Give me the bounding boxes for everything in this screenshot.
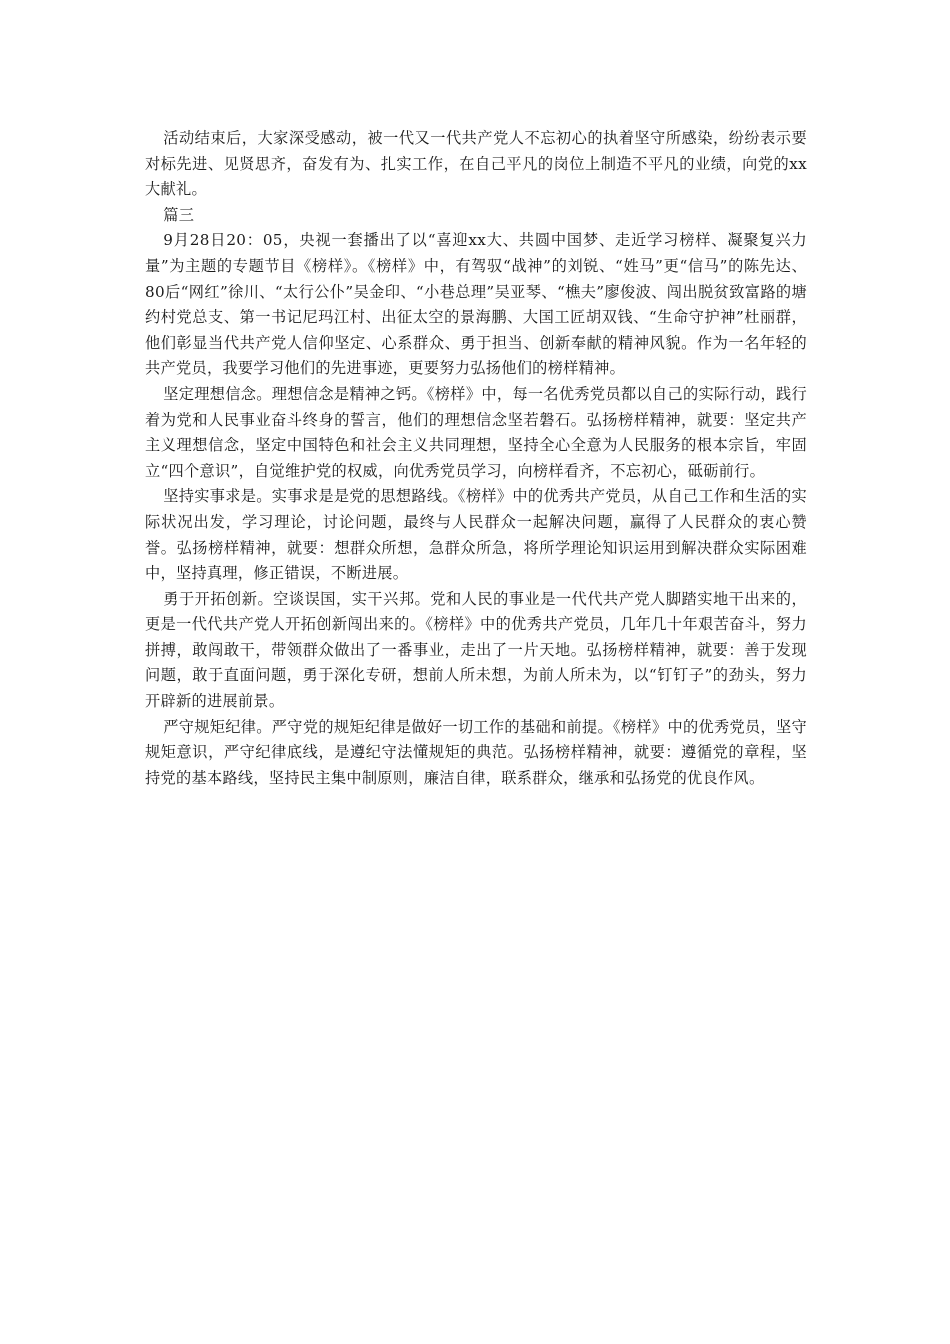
paragraph-discipline: 严守规矩纪律。严守党的规矩纪律是做好一切工作的基础和前提。《榜样》中的优秀党员，坚守规矩意识，严守纪律底线，是遵纪守法懂规矩的典范。弘扬榜样精神，就要：遵循党的章程，坚持党的基本路线，坚持民主集中制原则，廉洁自律，联系群众，继承和弘扬党的优良作风。	[145, 717, 807, 787]
paragraph-conclusion: 活动结束后，大家深受感动，被一代又一代共产党人不忘初心的执着坚守所感染，纷纷表示要对标先进、见贤思齐，奋发有为、扎实工作，在自己平凡的岗位上制造不平凡的业绩，向党的xx大献礼。	[145, 129, 807, 199]
paragraph-ideals: 坚定理想信念。理想信念是精神之钙。《榜样》中，每一名优秀党员都以自己的实际行动，践行着为党和人民事业奋斗终身的誓言，他们的理想信念坚若磐石。弘扬榜样精神，就要：坚定共产主义理想信念，坚定中国特色和社会主义共同理想，坚持全心全意为人民服务的根本宗旨，牢固立“四个意识”，自觉维护党的权威，向优秀党员学习，向榜样看齐，不忘初心，砥砺前行。	[145, 384, 807, 480]
paragraph-intro: 9月28日20：05，央视一套播出了以“喜迎xx大、共圆中国梦、走近学习榜样、凝聚复兴力量”为主题的专题节目《榜样》。《榜样》中，有驾驭“战神”的刘锐、“姓马”更“信马”的陈先达、80后“网红”徐川、“太行公仆”吴金印、“小巷总理”吴亚琴、“樵夫”廖俊波、闯出脱贫致富路的塘约村党总支、第一书记尼玛江村、出征太空的景海鹏、大国工匠胡双钱、“生命守护神”杜丽群，他们彰显当代共产党人信仰坚定、心系群众、勇于担当、创新奉献的精神风貌。作为一名年轻的共产党员，我要学习他们的先进事迹，更要努力弘扬他们的榜样精神。	[145, 231, 807, 378]
document-body	[145, 126, 807, 791]
paragraph-facts: 坚持实事求是。实事求是是党的思想路线。《榜样》中的优秀共产党员，从自己工作和生活的实际状况出发，学习理论，讨论问题，最终与人民群众一起解决问题，赢得了人民群众的衷心赞誉。弘扬榜样精神，就要：想群众所想，急群众所急，将所学理论知识运用到解决群众实际困难中，坚持真理，修正错误，不断进展。	[145, 487, 807, 583]
section-heading: 篇三	[163, 205, 195, 224]
paragraph-innovation: 勇于开拓创新。空谈误国，实干兴邦。党和人民的事业是一代代共产党人脚踏实地干出来的，更是一代代共产党人开拓创新闯出来的。《榜样》中的优秀共产党员，几年几十年艰苦奋斗，努力拼搏，敢闯敢干，带领群众做出了一番事业，走出了一片天地。弘扬榜样精神，就要：善于发现问题，敢于直面问题，勇于深化专研，想前人所未想，为前人所未为，以“钉钉子”的劲头，努力开辟新的进展前景。	[145, 589, 807, 711]
